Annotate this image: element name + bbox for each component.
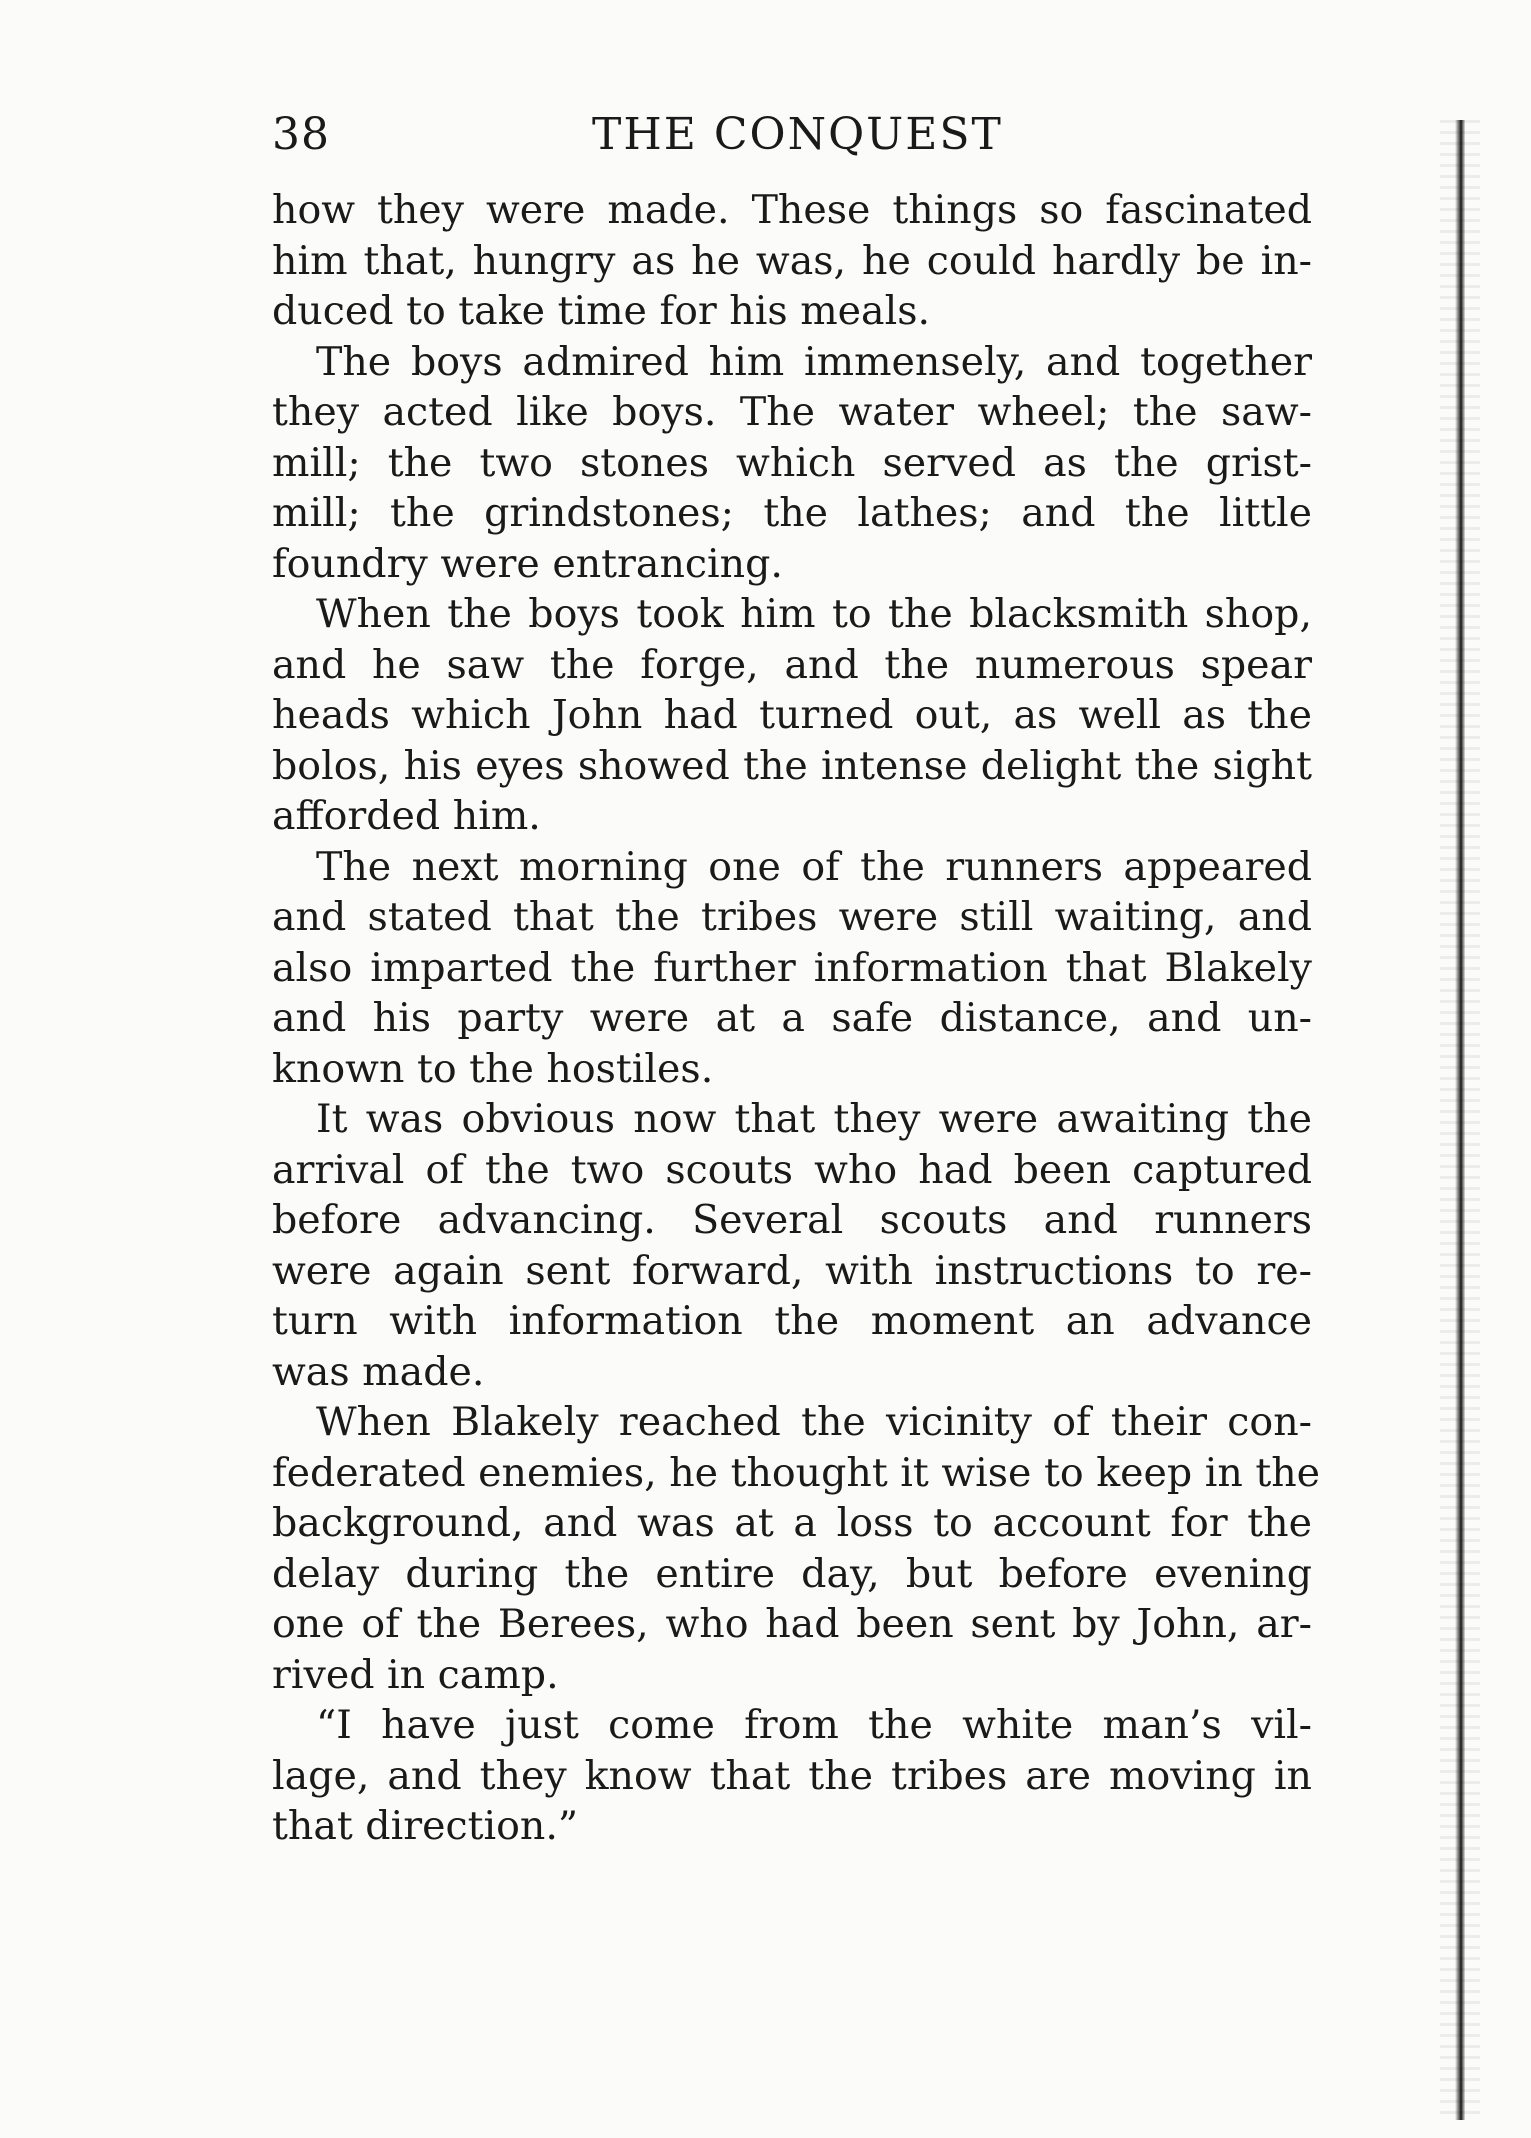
text-line: “I have just come from the white man’s vil- [316, 1702, 1312, 1748]
text-line: arrival of the two scouts who had been captured [272, 1146, 1312, 1193]
text-line: that direction.” [272, 1803, 579, 1849]
text-line: how they were made. These things so fascinated [272, 187, 1312, 233]
text-line: and stated that the tribes were still waiting, and [272, 894, 1312, 940]
text-line: afforded him. [272, 793, 541, 839]
text-line: When Blakely reached the vicinity of their con- [316, 1399, 1312, 1445]
text-line: one of the Berees, who had been sent by John, ar- [272, 1601, 1312, 1647]
running-head [272, 105, 1312, 165]
running-title: THE CONQUEST [592, 109, 1003, 160]
text-line: foundry were entrancing. [272, 540, 783, 587]
text-line: The next morning one of the runners appeared [316, 843, 1312, 890]
body-text [272, 185, 1321, 1852]
text-line: background, and was at a loss to account for the [272, 1500, 1312, 1546]
binding-edge [1455, 120, 1465, 2120]
text-line: known to the hostiles. [272, 1045, 714, 1092]
page-number: 38 [272, 109, 330, 160]
text-line: mill; the two stones which served as the grist- [272, 439, 1312, 486]
text-line: and he saw the forge, and the numerous spear [272, 641, 1312, 688]
text-line: they acted like boys. The water wheel; the saw- [272, 389, 1312, 435]
text-line: were again sent forward, with instructions to re- [272, 1247, 1312, 1294]
text-line: delay during the entire day, but before evening [272, 1550, 1312, 1597]
text-line: lage, and they know that the tribes are moving in [272, 1752, 1312, 1799]
text-line: mill; the grindstones; the lathes; and the little [272, 490, 1312, 536]
text-line: him that, hungry as he was, he could hardly be in- [272, 237, 1312, 284]
text-line: turn with information the moment an advance [272, 1298, 1312, 1344]
text-line: before advancing. Several scouts and runners [272, 1197, 1312, 1243]
text-line: The boys admired him immensely, and together [316, 338, 1312, 385]
text-line: heads which John had turned out, as well as the [272, 692, 1312, 738]
text-line: duced to take time for his meals. [272, 288, 931, 334]
text-line: It was obvious now that they were awaiting the [316, 1096, 1312, 1142]
text-line: bolos, his eyes showed the intense delight the sight [272, 742, 1312, 789]
text-line: also imparted the further information that Blakely [272, 944, 1312, 991]
text-line: and his party were at a safe distance, and un- [272, 995, 1312, 1041]
text-line: was made. [272, 1348, 485, 1395]
text-line: federated enemies, he thought it wise to keep in the [272, 1449, 1321, 1496]
text-line: When the boys took him to the blacksmith shop, [316, 591, 1312, 637]
text-line: rived in camp. [272, 1651, 559, 1698]
